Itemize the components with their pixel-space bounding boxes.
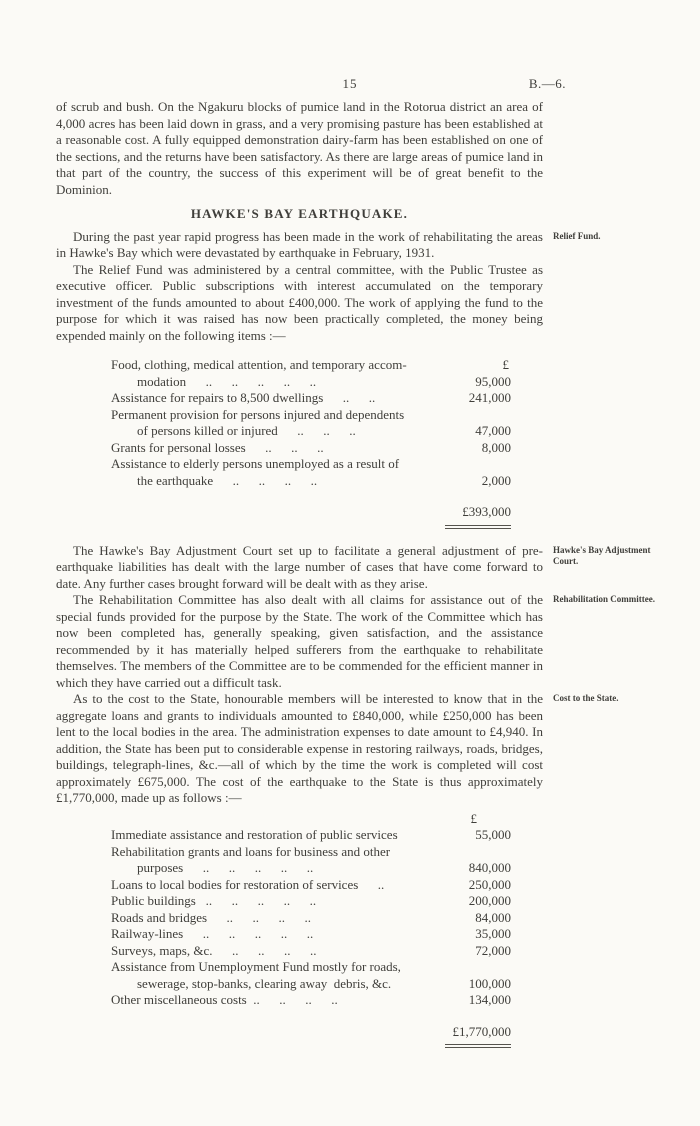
- row-label-line: Other miscellaneous costs .. .. .. ..: [111, 992, 338, 1007]
- row-label-line: Immediate assistance and restoration of public services: [111, 827, 398, 842]
- row-label: [111, 440, 447, 457]
- row-amount: 35,000: [475, 926, 511, 941]
- table-row: [111, 943, 511, 960]
- table-row: [111, 390, 511, 407]
- row-label: [111, 893, 447, 910]
- row-label: [111, 827, 447, 844]
- row-label-line: Surveys, maps, &c. .. .. .. ..: [111, 942, 317, 958]
- row-label-line: Food, clothing, medical attention, and temporary accom-: [111, 357, 407, 372]
- paragraph-relief-progress: [56, 228, 601, 262]
- paragraph-rehabilitation-committee: [56, 592, 655, 691]
- paragraph-text: The Hawke's Bay Adjustment Court set up to facilitate a general adjustment of pre-earthquake liabilities has dealt with the large number of cases that have come forward to date. Any further cases brought forward will be dealt with as they arise.: [56, 542, 543, 591]
- row-label: [111, 844, 447, 877]
- table-row: [111, 440, 511, 457]
- paragraph-text: The Rehabilitation Committee has also dealt with all claims for assistance out of the special funds provided for the purpose by the State. The work of the Committee which has now been completed has, generally speaking, given satisfaction, and the assistance recommended by it has materially helped sufferers from the earthquake to rehabilitate themselves. The members of the Committee are to be commended for the efficient manner in which they have carried out a difficult task.: [56, 592, 543, 690]
- row-label-line: modation .. .. .. .. ..: [137, 373, 317, 389]
- row-amount: 8,000: [481, 439, 511, 455]
- paragraph-relief-fund-admin: The Relief Fund was administered by a central committee, with the Public Trustee as executive officer. Public subscriptions with interest accumulated on the temporary investment of the funds amounted to about £400,000. The work of applying the fund to the purpose for which it was raised has now been practically completed, the money being expended mainly on the following items :—: [56, 261, 543, 343]
- paragraph-text: During the past year rapid progress has been made in the work of rehabilitating the areas in Hawke's Bay which were devastated by earthquake in February, 1931.: [56, 228, 543, 260]
- row-amount: 84,000: [475, 909, 511, 925]
- table-total: £393,000: [462, 504, 511, 519]
- paragraph-text: As to the cost to the State, honourable members will be interested to know that in the aggregate loans and grants to individuals amounted to £840,000, while £250,000 has been lent to the local bodies in the area. The administration expenses to date amount to £4,940. In addition, the State has been put to considerable expense in restoring railways, roads, bridges, buildings, telegraph-lines, &c.—all of which by the time the work is completed will cost approximately £675,000. The cost of the earthquake to the State is thus approximately £1,770,000, made up as follows :—: [56, 691, 543, 805]
- table-row: [111, 407, 511, 440]
- doc-reference: B.—6.: [528, 76, 566, 91]
- table-row: [111, 357, 511, 390]
- paragraph-cost-to-state: [56, 691, 619, 807]
- main-text-column: [56, 99, 655, 1048]
- paragraph-adjustment-court: [56, 542, 651, 593]
- row-label-line: Roads and bridges .. .. .. ..: [111, 909, 312, 925]
- row-amount: 134,000: [468, 992, 511, 1007]
- total-rule: [445, 1044, 511, 1048]
- relief-expenditure-table: [111, 357, 511, 529]
- row-label-line: Rehabilitation grants and loans for business and other: [111, 843, 391, 859]
- row-amount: 72,000: [475, 942, 511, 958]
- row-label: [111, 926, 447, 943]
- row-label-line: of persons killed or injured .. .. ..: [137, 423, 356, 438]
- row-label-line: Assistance from Unemployment Fund mostly for roads,: [111, 959, 401, 974]
- row-amount: 840,000: [468, 860, 511, 875]
- row-amount: 55,000: [475, 827, 511, 842]
- row-label-line: purposes .. .. .. .. ..: [137, 860, 314, 875]
- table-total: £1,770,000: [452, 1023, 511, 1039]
- total-rule: [445, 525, 511, 529]
- row-label-line: Permanent provision for persons injured and dependents: [111, 406, 405, 422]
- table-row: [111, 827, 511, 844]
- currency-symbol: £: [470, 810, 477, 826]
- row-label: [111, 357, 447, 390]
- row-amount: 2,000: [481, 472, 511, 488]
- paragraph-continuation: of scrub and bush. On the Ngakuru blocks of pumice land in the Rotorua district an area of 4,000 acres has been laid down in grass, and a very promising pasture has been established at a reasonable cost. A fully equipped demonstration dairy-farm has been established on one of the sections, and the returns have been satisfactory. As there are large areas of pumice land in that part of the country, the success of this experiment will be of great benefit to the Dominion.: [56, 99, 543, 197]
- row-label: [111, 877, 447, 894]
- section-heading: HAWKE'S BAY EARTHQUAKE.: [190, 206, 409, 221]
- row-label-line: Railway-lines .. .. .. .. ..: [111, 926, 314, 941]
- table-row: [111, 992, 511, 1009]
- row-amount: 47,000: [475, 423, 511, 438]
- page-number: 15: [342, 76, 358, 91]
- row-label-line: Assistance to elderly persons unemployed as a result of: [111, 456, 400, 471]
- margin-note-adjustment-court: Hawke's Bay Adjustment Court.: [553, 544, 651, 566]
- row-label: [111, 910, 447, 927]
- table-row: [111, 893, 511, 910]
- row-amount: 95,000: [475, 373, 511, 389]
- row-amount: 100,000: [468, 975, 511, 991]
- row-label-line: Public buildings .. .. .. .. ..: [111, 893, 317, 908]
- row-label-line: sewerage, stop-banks, clearing away debris, &c.: [137, 975, 392, 991]
- currency-symbol: £: [502, 357, 509, 372]
- table-row: [111, 877, 511, 894]
- margin-note-rehabilitation-committee: Rehabilitation Committee.: [553, 594, 655, 604]
- cost-breakdown-table: [111, 811, 511, 1049]
- table-row: [111, 456, 511, 489]
- table-row: [111, 926, 511, 943]
- page-header: [0, 76, 700, 94]
- margin-note-relief-fund: Relief Fund.: [553, 230, 601, 241]
- row-label: [111, 959, 447, 992]
- row-label: [111, 456, 447, 489]
- table-row: [111, 959, 511, 992]
- row-label-line: Grants for personal losses .. .. ..: [111, 439, 324, 455]
- row-amount: 200,000: [468, 893, 511, 908]
- row-amount: 241,000: [468, 390, 511, 405]
- row-amount: 250,000: [468, 876, 511, 892]
- margin-note-cost-to-state: Cost to the State.: [553, 693, 619, 703]
- row-label: [111, 943, 447, 960]
- row-label-line: Assistance for repairs to 8,500 dwellings .. ..: [111, 390, 376, 405]
- row-label: [111, 390, 447, 407]
- row-label: [111, 407, 447, 440]
- row-label-line: Loans to local bodies for restoration of services ..: [111, 876, 385, 892]
- table-row: [111, 910, 511, 927]
- row-label-line: the earthquake .. .. .. ..: [137, 472, 318, 488]
- row-label: [111, 992, 447, 1009]
- table-row: [111, 844, 511, 877]
